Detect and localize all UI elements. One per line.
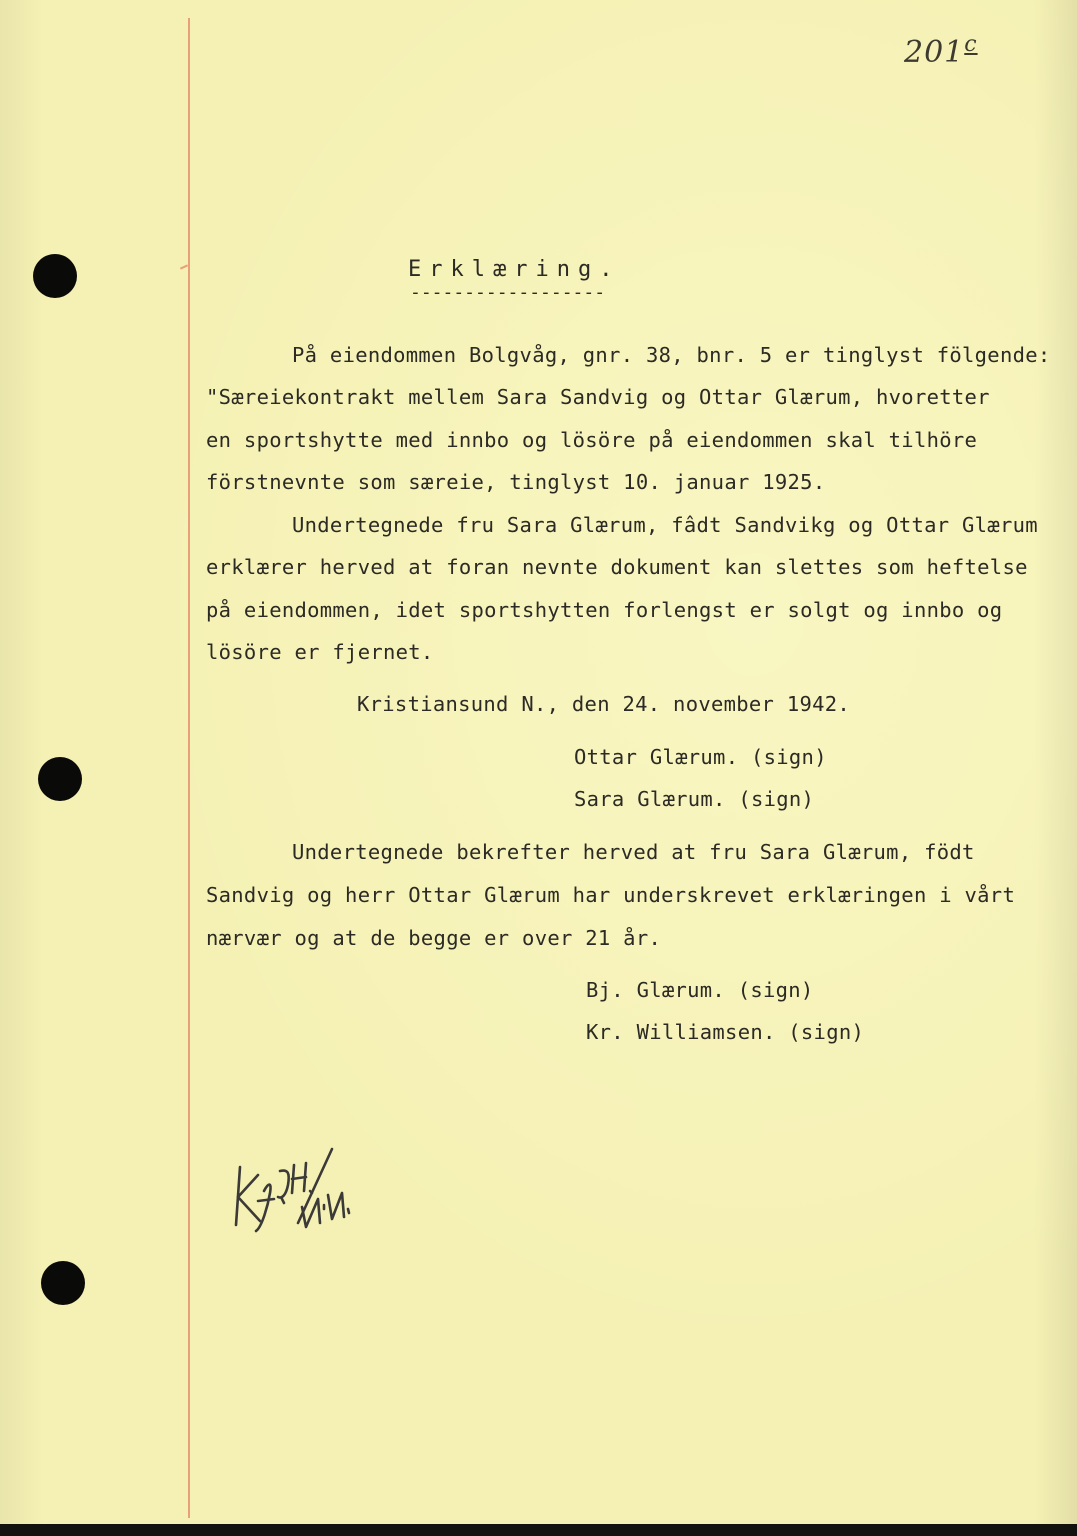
- page-number-main: 201: [904, 35, 965, 70]
- page-number: [904, 32, 978, 70]
- punch-hole: [41, 1261, 85, 1305]
- signature-line: Ottar Glærum. (sign): [574, 745, 827, 769]
- paragraph-line: på eiendommen, idet sportshytten forlengst er solgt og innbo og: [206, 598, 1003, 622]
- paragraph-line: Sandvig og herr Ottar Glærum har underskrevet erklæringen i vårt: [206, 883, 1016, 907]
- place-date: Kristiansund N., den 24. november 1942.: [357, 692, 851, 716]
- witness-signature-line: Bj. Glærum. (sign): [586, 978, 814, 1002]
- signature-line: Sara Glærum. (sign): [574, 787, 815, 811]
- scan-edge: [0, 1524, 1077, 1536]
- page-number-suffix: c: [964, 32, 978, 57]
- paragraph-line: Undertegnede fru Sara Glærum, fâdt Sandvikg og Ottar Glærum: [292, 513, 1038, 537]
- witness-signature-line: Kr. Williamsen. (sign): [586, 1020, 865, 1044]
- title-underline: ------------------: [410, 282, 606, 303]
- punch-hole: [38, 757, 82, 801]
- paragraph-line: förstnevnte som særeie, tinglyst 10. januar 1925.: [206, 470, 826, 494]
- paragraph-line: lösöre er fjernet.: [206, 640, 434, 664]
- margin-line: [188, 18, 190, 1518]
- margin-tick: [180, 264, 188, 269]
- paragraph-line: nærvær og at de begge er over 21 år.: [206, 926, 662, 950]
- paragraph-line: erklærer herved at foran nevnte dokument kan slettes som heftelse: [206, 555, 1028, 579]
- handwritten-initials: [228, 1145, 358, 1235]
- paragraph-line: På eiendommen Bolgvåg, gnr. 38, bnr. 5 er tinglyst fölgende:: [292, 343, 1051, 367]
- document-title: Erklæring.: [408, 257, 621, 282]
- punch-hole: [33, 254, 77, 298]
- paragraph-line: "Særeiekontrakt mellem Sara Sandvig og Ottar Glærum, hvoretter: [206, 385, 990, 409]
- paragraph-line: Undertegnede bekrefter herved at fru Sara Glærum, födt: [292, 840, 975, 864]
- paragraph-line: en sportshytte med innbo og lösöre på eiendommen skal tilhöre: [206, 428, 978, 452]
